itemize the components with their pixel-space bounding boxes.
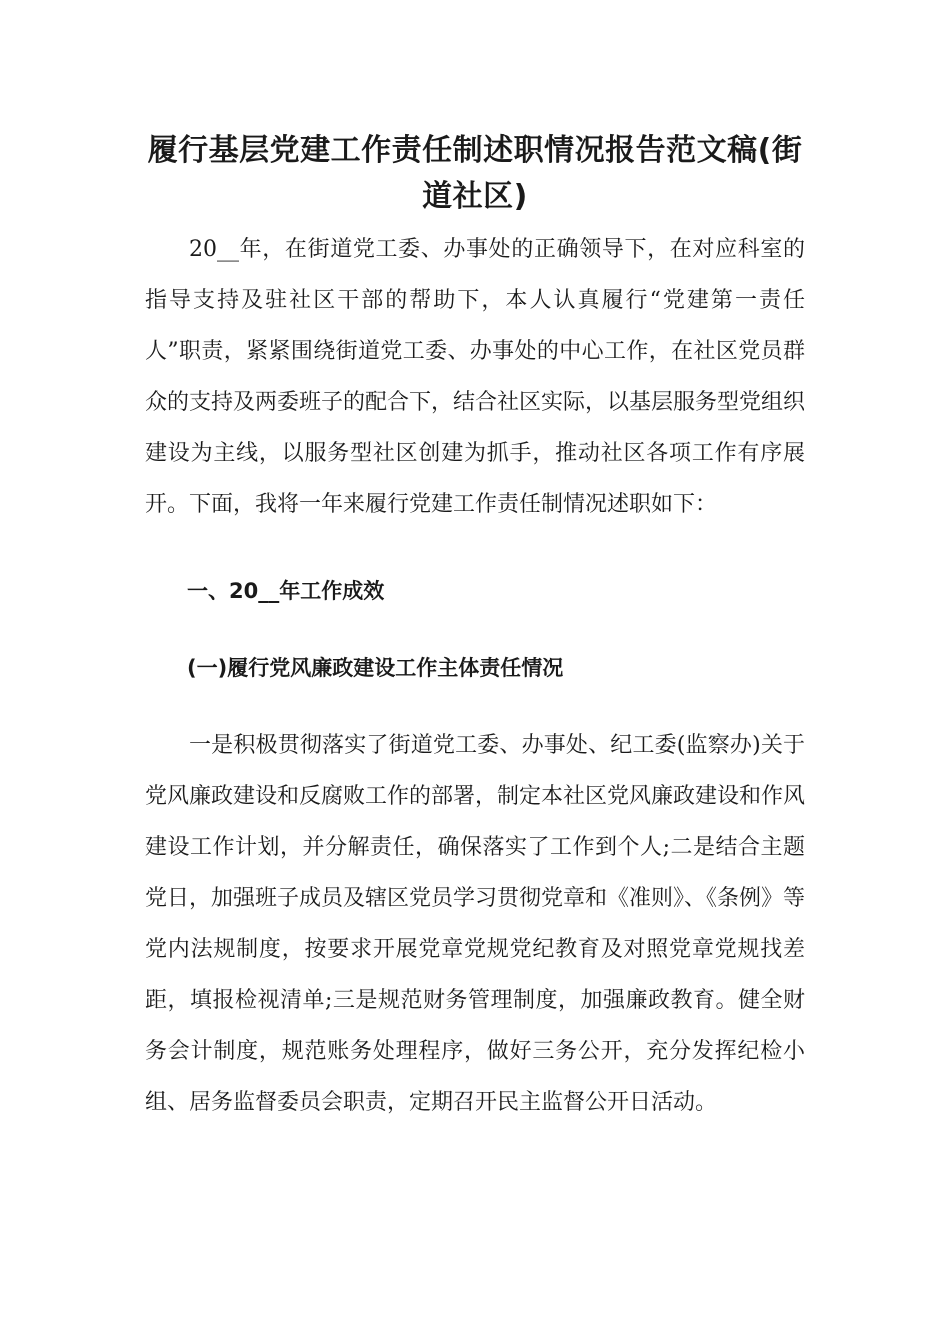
subsection-heading: (一)履行党风廉政建设工作主体责任情况: [187, 656, 564, 680]
document-page: [145, 128, 805, 1128]
body-paragraph: 一是积极贯彻落实了街道党工委、办事处、纪工委(监察办)关于党风廉政建设和反腐败工作的部署，制定本社区党风廉政建设和作风建设工作计划，并分解责任，确保落实了工作到个人;二是结合主题党日，加强班子成员及辖区党员学习贯彻党章和《准则》、《条例》等党内法规制度，按要求开展党章党规党纪教育及对照党章党规找差距，填报检视清单;三是规范财务管理制度，加强廉政教育。健全财务会计制度，规范账务处理程序，做好三务公开，充分发挥纪检小组、居务监督委员会职责，定期召开民主监督公开日活动。: [145, 733, 806, 1115]
intro-paragraph: 20__年，在街道党工委、办事处的正确领导下，在对应科室的指导支持及驻社区干部的帮助下，本人认真履行“党建第一责任人”职责，紧紧围绕街道党工委、办事处的中心工作，在社区党员群众的支持及两委班子的配合下，结合社区实际，以基层服务型党组织建设为主线，以服务型社区创建为抓手，推动社区各项工作有序展开。下面，我将一年来履行党建工作责任制情况述职如下：: [145, 237, 806, 517]
section-heading: 一、20__年工作成效: [187, 579, 385, 603]
document-title: 履行基层党建工作责任制述职情况报告范文稿(街道社区): [147, 133, 803, 214]
